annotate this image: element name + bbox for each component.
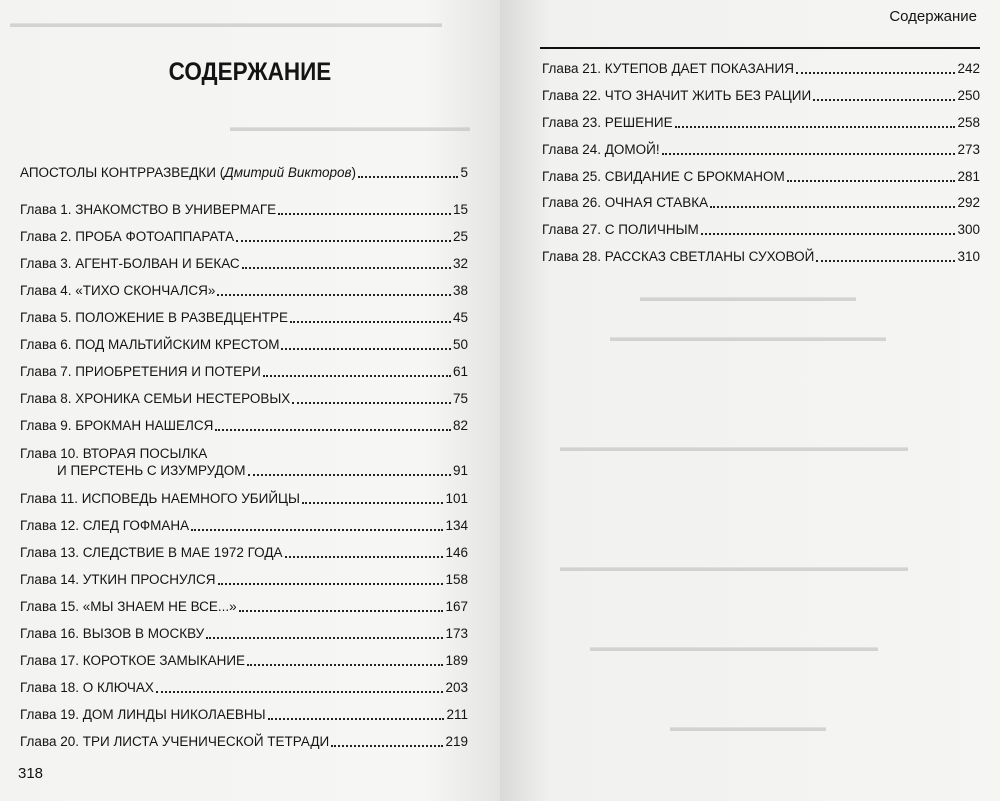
toc-entry-author: Дмитрий Викторов [224,165,352,180]
toc-entry-chapter-23 [542,115,980,131]
dot-leader [268,718,445,720]
toc-entry-page: 211 [446,707,468,722]
toc-entry-chapter-16 [20,626,468,642]
toc-entry-label: Глава 14. УТКИН ПРОСНУЛСЯ [20,572,216,587]
dot-leader [236,240,451,242]
show-through-texture: ▬▬▬▬▬▬▬▬▬▬▬▬▬ [670,720,826,734]
toc-entry-page: 75 [452,391,468,406]
toc-entry-chapter-4 [20,283,468,299]
dot-leader [206,637,443,639]
dot-leader [278,213,451,215]
dot-leader [292,402,451,404]
toc-entry-chapter-14 [20,572,468,588]
toc-entry-chapter-2 [20,229,468,245]
toc-entry-page: 219 [445,734,468,749]
show-through-texture: ▬▬▬▬▬▬▬▬▬▬▬▬▬▬▬▬▬▬▬▬▬▬▬▬▬▬▬▬▬ [560,560,908,574]
toc-entry-label: Глава 24. ДОМОЙ! [542,142,660,157]
toc-entry-label: Глава 19. ДОМ ЛИНДЫ НИКОЛАЕВНЫ [20,707,266,722]
toc-entry-chapter-1 [20,202,468,218]
toc-entry-page: 32 [452,256,468,271]
toc-entry-chapter-27 [542,222,980,238]
dot-leader [710,206,955,208]
toc-entry-chapter-6 [20,337,468,353]
toc-entry-label: Глава 27. С ПОЛИЧНЫМ [542,222,699,237]
toc-entry-chapter-28 [542,249,980,265]
dot-leader [787,180,956,182]
toc-entry-label: АПОСТОЛЫ КОНТРРАЗВЕДКИ (Дмитрий Викторов) [20,165,357,180]
toc-entry-page: 189 [445,653,468,668]
dot-leader [796,72,956,74]
toc-entry-label: Глава 13. СЛЕДСТВИЕ В МАЕ 1972 ГОДА [20,545,283,560]
toc-entry-line2 [57,463,468,479]
toc-entry-chapter-20 [20,734,468,750]
show-through-texture: ▬▬▬▬▬▬▬▬▬▬▬▬▬▬▬▬▬▬▬▬ [230,120,470,134]
toc-entry-page: 158 [445,572,468,587]
toc-entry-page: 134 [445,518,468,533]
dot-leader [358,176,458,178]
dot-leader [290,321,451,323]
toc-entry-label: Глава 25. СВИДАНИЕ С БРОКМАНОМ [542,169,785,184]
toc-entry-page: 45 [452,310,468,325]
toc-entry-page: 50 [452,337,468,352]
toc-entry-chapter-3 [20,256,468,272]
toc-entry-label: И ПЕРСТЕНЬ С ИЗУМРУДОМ [57,463,246,478]
header-rule [540,47,980,49]
toc-entry-label: Глава 16. ВЫЗОВ В МОСКВУ [20,626,205,641]
dot-leader [242,267,451,269]
dot-leader [701,233,956,235]
dot-leader [217,294,451,296]
toc-entry-label: Глава 17. КОРОТКОЕ ЗАМЫКАНИЕ [20,653,246,668]
toc-entry-label: Глава 20. ТРИ ЛИСТА УЧЕНИЧЕСКОЙ ТЕТРАДИ [20,734,330,749]
dot-leader [156,691,444,693]
toc-entry-label: Глава 1. ЗНАКОМСТВО В УНИВЕРМАГЕ [20,202,277,217]
toc-entry-label: Глава 26. ОЧНАЯ СТАВКА [542,195,709,210]
toc-entry-page: 310 [957,249,980,264]
toc-entry-chapter-17 [20,653,468,669]
toc-entry-label: Глава 9. БРОКМАН НАШЕЛСЯ [20,418,214,433]
dot-leader [813,99,955,101]
dot-leader [215,429,451,431]
toc-entry-page: 61 [452,364,468,379]
toc-entry-label: Глава 8. ХРОНИКА СЕМЬИ НЕСТЕРОВЫХ [20,391,291,406]
toc-entry-chapter-7 [20,364,468,380]
page-title: СОДЕРЖАНИЕ [168,58,332,86]
toc-entry-page: 101 [445,491,468,506]
toc-entry-label: Глава 5. ПОЛОЖЕНИЕ В РАЗВЕДЦЕНТРЕ [20,310,289,325]
toc-entry-page: 242 [957,61,980,76]
toc-entry-label: Глава 22. ЧТО ЗНАЧИТ ЖИТЬ БЕЗ РАЦИИ [542,88,812,103]
toc-entry-page: 91 [452,463,468,478]
toc-entry-page: 273 [957,142,980,157]
dot-leader [285,556,444,558]
toc-entry-label: Глава 11. ИСПОВЕДЬ НАЕМНОГО УБИЙЦЫ [20,491,300,506]
toc-entry-label: Глава 18. О КЛЮЧАХ [20,680,154,695]
dot-leader [662,153,956,155]
toc-entry-label-line1: Глава 10. ВТОРАЯ ПОСЫЛКА [20,446,208,461]
show-through-texture: ▬▬▬▬▬▬▬▬▬▬▬▬▬▬▬▬▬▬▬▬▬▬▬▬ [590,640,878,654]
toc-entry-chapter-13 [20,545,468,561]
toc-entry-chapter-5 [20,310,468,326]
dot-leader [218,583,444,585]
toc-entry-page: 38 [452,283,468,298]
toc-entry-chapter-8 [20,391,468,407]
running-head: Содержание [889,8,977,25]
toc-entry-label: Глава 3. АГЕНТ-БОЛВАН И БЕКАС [20,256,240,271]
dot-leader [191,529,443,531]
show-through-texture: ▬▬▬▬▬▬▬▬▬▬▬▬▬▬▬▬▬▬▬▬▬▬▬▬▬▬▬▬▬▬▬▬▬▬▬▬ [10,16,442,30]
toc-entry-chapter-12 [20,518,468,534]
toc-entry-page: 25 [452,229,468,244]
toc-entry-chapter-18 [20,680,468,696]
toc-entry-label: Глава 28. РАССКАЗ СВЕТЛАНЫ СУХОВОЙ [542,249,815,264]
toc-entry-label: Глава 7. ПРИОБРЕТЕНИЯ И ПОТЕРИ [20,364,261,379]
toc-entry-label: Глава 23. РЕШЕНИЕ [542,115,673,130]
toc-entry-label: Глава 4. «ТИХО СКОНЧАЛСЯ» [20,283,216,298]
dot-leader [816,260,955,262]
show-through-texture: ▬▬▬▬▬▬▬▬▬▬▬▬▬▬▬▬▬▬▬▬▬▬▬▬▬▬▬▬▬ [560,440,908,454]
dot-leader [247,664,443,666]
toc-entry-label: Глава 2. ПРОБА ФОТОАППАРАТА [20,229,235,244]
toc-entry-chapter-26 [542,195,980,211]
toc-entry-foreword [20,165,468,181]
toc-entry-page: 300 [957,222,980,237]
toc-entry-page: 15 [452,202,468,217]
toc-entry-label: Глава 21. КУТЕПОВ ДАЕТ ПОКАЗАНИЯ [542,61,794,76]
toc-entry-page: 292 [957,195,980,210]
toc-entry-chapter-15 [20,599,468,615]
toc-entry-label: Глава 6. ПОД МАЛЬТИЙСКИМ КРЕСТОМ [20,337,280,352]
toc-entry-page: 5 [460,165,468,180]
dot-leader [239,610,444,612]
dot-leader [331,745,443,747]
toc-entry-chapter-9 [20,418,468,434]
toc-entry-chapter-21 [542,61,980,77]
toc-entry-page: 258 [957,115,980,130]
toc-entry-chapter-22 [542,88,980,104]
show-through-texture: ▬▬▬▬▬▬▬▬▬▬▬▬▬▬▬▬▬▬▬▬▬▬▬ [610,330,886,344]
page-number: 318 [18,765,44,782]
toc-entry-page: 82 [452,418,468,433]
toc-entry-chapter-24 [542,142,980,158]
toc-entry-chapter-25 [542,169,980,185]
dot-leader [248,474,451,476]
dot-leader [281,348,451,350]
toc-entry-label: Глава 15. «МЫ ЗНАЕМ НЕ ВСЕ...» [20,599,237,614]
toc-entry-chapter-19 [20,707,468,723]
dot-leader [302,502,443,504]
toc-entry-page: 146 [445,545,468,560]
toc-entry-page: 250 [957,88,980,103]
toc-entry-page: 281 [957,169,980,184]
show-through-texture: ▬▬▬▬▬▬▬▬▬▬▬▬▬▬▬▬▬▬ [640,290,856,304]
toc-entry-page: 167 [445,599,468,614]
toc-entry-page: 173 [445,626,468,641]
dot-leader [263,375,451,377]
dot-leader [675,126,956,128]
toc-entry-page: 203 [445,680,468,695]
toc-entry-chapter-11 [20,491,468,507]
toc-entry-label: Глава 12. СЛЕД ГОФМАНА [20,518,190,533]
